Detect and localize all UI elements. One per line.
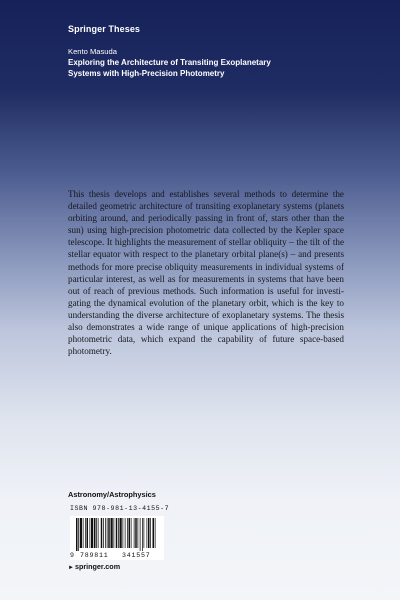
barcode-bar [105,518,106,548]
book-title [68,57,368,79]
isbn-label: ISBN 978-981-13-4155-7 [70,505,170,512]
barcode-bar [125,518,126,548]
author-name: Kento Masuda [68,47,117,56]
barcode-bars [76,518,158,551]
barcode-bar [142,518,143,551]
barcode-bar [155,518,156,548]
book-title-line-1: Exploring the Architecture of Transiting Exoplanetary [68,58,271,67]
barcode-bar [147,518,148,548]
barcode-bar [140,518,141,551]
barcode-bar [85,518,86,548]
barcode-bar [83,518,84,548]
barcode-bar [120,518,122,548]
barcode-bar [91,518,93,548]
barcode [70,516,164,560]
barcode-bar [129,518,131,548]
barcode-bar [138,518,139,548]
barcode-bar [153,518,155,548]
publisher-website[interactable] [68,562,120,571]
barcode-bar [78,518,79,551]
barcode-lead-digit: 9 [70,552,74,559]
subject-category: Astronomy/Astrophysics [68,490,156,499]
abstract-text: This thesis develops and establishes several methods to determine the detailed geometric architecture of transiting exoplanetary systems (planets orbiting around, and periodically passing in front of, stars other than the sun) using high-precision photometric data collected by the Kepler space telescope. It highlights the measurement of stellar obliquity – the tilt of the stellar equator with respect to the planetary orbital plane(s) – and presents methods for more precise obliquity measurements in individual systems of particular interest, as well as for measurements in systems that have been out of reach of previous methods. Such information is useful for investigating the dynamical evolution of the planetary orbit, which is the key to understanding the diverse architecture of exoplanetary systems. The thesis also demonstrates a wide range of unique applications of high-precision photometric data, which expand the capability of future space-based photometry. [68,189,344,357]
right-arrow-icon: ► [68,565,74,571]
barcode-digits [70,552,164,562]
barcode-bar [127,518,128,548]
barcode-bar [131,518,132,548]
barcode-bar [101,518,103,548]
barcode-bar [150,518,151,548]
barcode-bar [108,518,110,548]
barcode-bar [118,518,119,548]
barcode-bar [90,518,91,548]
barcode-bar [123,518,124,548]
barcode-bar [87,518,89,548]
barcode-right-digits: 341557 [122,552,151,559]
barcode-bar [80,518,82,548]
barcode-bar [76,518,78,551]
barcode-bar [98,518,99,548]
publisher-website-text: springer.com [74,562,121,571]
barcode-bar [103,518,104,548]
barcode-bar [134,518,135,548]
barcode-bar [94,518,96,548]
barcode-bar [114,518,115,548]
barcode-bar [107,518,108,548]
barcode-bar [111,518,113,548]
series-name: Springer Theses [68,24,141,34]
barcode-bar [144,518,145,548]
barcode-bar [96,518,97,548]
book-title-line-2: Systems with High-Precision Photometry [68,69,225,78]
barcode-left-digits: 789811 [80,552,109,559]
barcode-bar [148,518,150,548]
barcode-bar [116,518,118,548]
barcode-bar [135,518,137,548]
